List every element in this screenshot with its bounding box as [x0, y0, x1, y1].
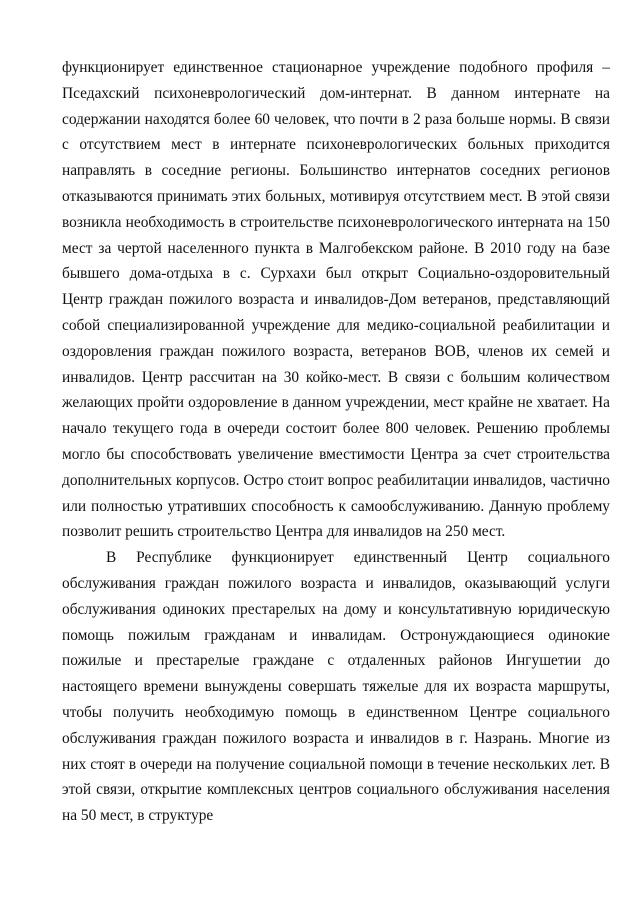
document-body [62, 55, 610, 829]
paragraph-continuation: функционирует единственное стационарное учреждение подобного профиля – Пседахский психоневрологический дом-интернат. В данном интернате на содержании находятся более 60 человек, что почти в 2 раза больше нормы. В связи с отсутствием мест в интернате психоневрологических больных приходится направлять в соседние регионы. Большинство интернатов соседних регионов отказываются принимать этих больных, мотивируя отсутствием мест. В этой связи возникла необходимость в строительстве психоневрологического интерната на 150 мест за чертой населенного пункта в Малгобекском районе. В 2010 году на базе бывшего дома-отдыха в с. Сурхахи был открыт Социально-оздоровительный Центр граждан пожилого возраста и инвалидов-Дом ветеранов, представляющий собой специализированной учреждение для медико-социальной реабилитации и оздоровления граждан пожилого возраста, ветеранов ВОВ, членов их семей и инвалидов. Центр рассчитан на 30 койко-мест. В связи с большим количеством желающих пройти оздоровление в данном учреждении, мест крайне не хватает. На начало текущего года в очереди состоит более 800 человек. Решению проблемы могло бы способствовать увеличение вместимости Центра за счет строительства дополнительных корпусов. Остро стоит вопрос реабилитации инвалидов, частично или полностью утративших способность к самообслуживанию. Данную проблему позволит решить строительство Центра для инвалидов на 250 мест. [62, 59, 610, 541]
paragraph-republic-center: В Республике функционирует единственный Центр социального обслуживания граждан пожилого возраста и инвалидов, оказывающий услуги обслуживания одиноких престарелых на дому и консультативную юридическую помощь пожилым гражданам и инвалидам. Остронуждающиеся одинокие пожилые и престарелые граждане с отдаленных районов Ингушетии до настоящего времени вынуждены совершать тяжелые для их возраста маршруты, чтобы получить необходимую помощь в единственном Центре социального обслуживания граждан пожилого возраста и инвалидов в г. Назрань. Многие из них стоят в очереди на получение социальной помощи в течение нескольких лет. В этой связи, открытие комплексных центров социального обслуживания населения на 50 мест, в структуре [62, 549, 610, 825]
